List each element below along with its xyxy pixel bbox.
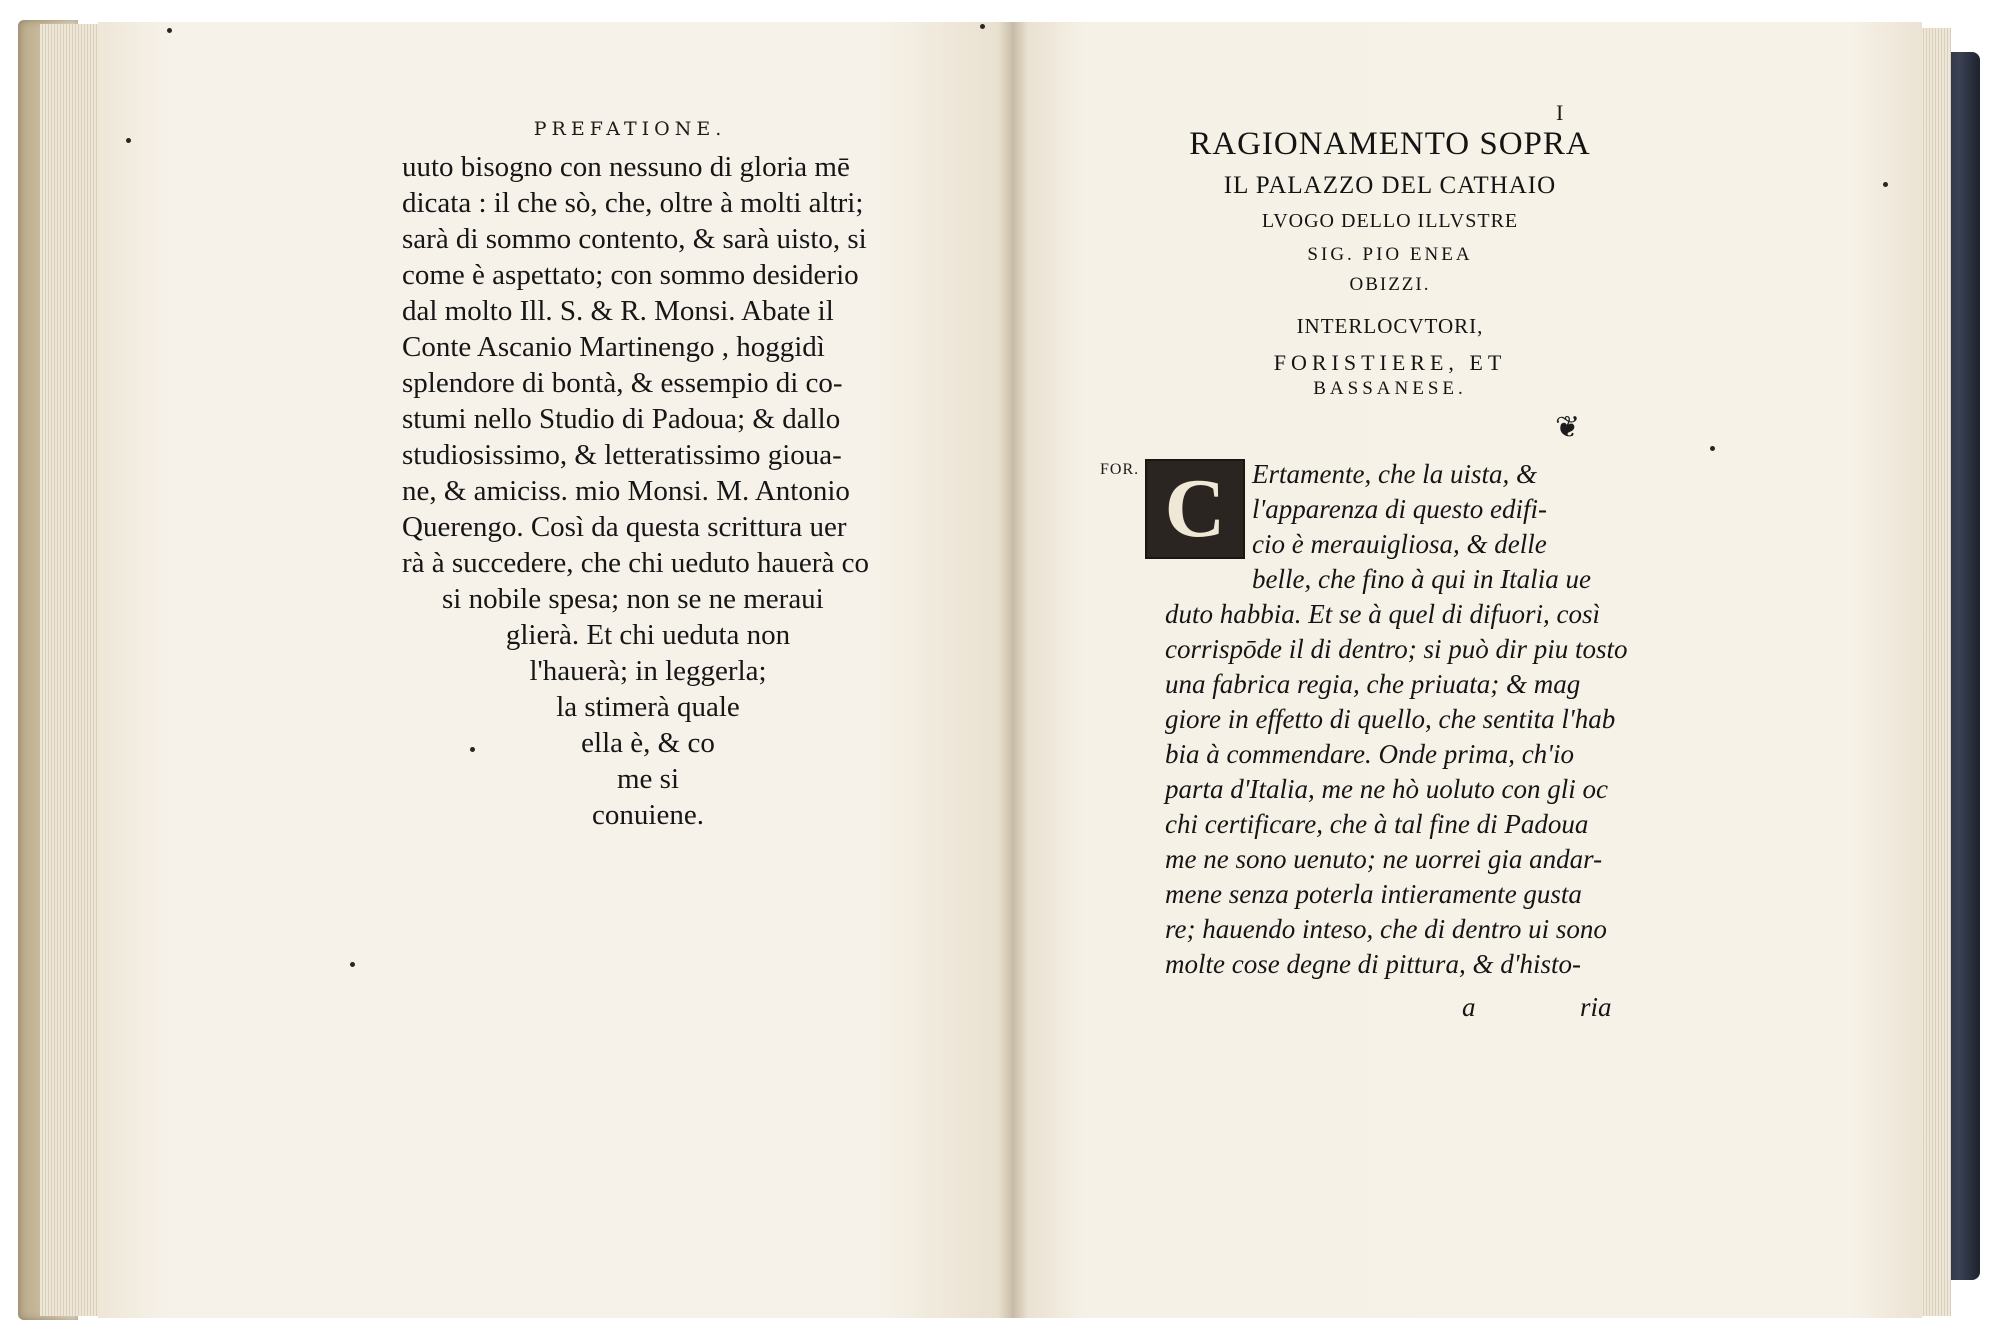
text-line: ne, & amiciss. mio Monsi. M. Antonio	[402, 475, 850, 507]
text-line: duto habbia. Et se à quel di difuori, così	[1165, 599, 1600, 629]
text-line: Querengo. Così da questa scrittura uer	[402, 511, 847, 543]
text-line: dal molto Ill. S. & R. Monsi. Abate il	[402, 295, 834, 327]
text-line: uuto bisogno con nessuno di gloria mē	[402, 151, 850, 183]
text-line: giore in effetto di quello, che sentita l'hab	[1165, 704, 1616, 734]
text-line: l'apparenza di questo edifi-	[1252, 494, 1547, 524]
text-line: rà à succedere, che chi ueduto hauerà co	[402, 547, 869, 579]
text-line: molte cose degne di pittura, & d'histo-	[1165, 949, 1581, 979]
initial-letter: C	[1164, 462, 1226, 555]
text-line: cio è merauigliosa, & delle	[1252, 529, 1547, 559]
speakers-line-1: FORISTIERE, ET	[1273, 350, 1507, 375]
book-gutter	[998, 22, 1028, 1318]
text-line: re; hauendo inteso, che di dentro ui sono	[1165, 914, 1607, 944]
fleuron-ornament: ❦	[1555, 410, 1581, 445]
taper-line: la stimerà quale	[556, 691, 740, 723]
text-line: stumi nello Studio di Padoua; & dallo	[402, 403, 841, 435]
text-line: parta d'Italia, me ne hò uoluto con gli oc	[1165, 774, 1608, 804]
text-line: dicata : il che sò, che, oltre à molti altri;	[402, 187, 864, 219]
text-line: Ertamente, che la uista, &	[1252, 459, 1537, 489]
text-line: belle, che fino à qui in Italia ue	[1252, 564, 1591, 594]
text-line: Conte Ascanio Martinengo , hoggidì	[402, 331, 825, 363]
speaker-tag: FOR.	[1100, 461, 1140, 478]
speakers-line-2: BASSANESE.	[1313, 378, 1467, 399]
title-line-2: IL PALAZZO DEL CATHAIO	[1223, 172, 1557, 199]
interlocutori-heading: INTERLOCVTORI,	[1296, 314, 1484, 338]
text-line: studiosissimo, & letteratissimo gioua-	[402, 439, 842, 471]
text-line: una fabrica regia, che priuata; & mag	[1165, 669, 1581, 699]
taper-line: me si	[616, 763, 680, 795]
text-line: corrispōde il di dentro; si può dir piu tosto	[1165, 634, 1628, 664]
text-line: mene senza poterla intieramente gusta	[1165, 879, 1582, 909]
taper-line: conuiene.	[592, 799, 704, 831]
title-line-1: RAGIONAMENTO SOPRA	[1189, 126, 1591, 162]
text-line: splendore di bontà, & essempio di co-	[402, 367, 843, 399]
title-line-5: OBIZZI.	[1349, 274, 1431, 295]
text-line: bia à commendare. Onde prima, ch'io	[1165, 739, 1574, 769]
title-line-4: SIG. PIO ENEA	[1307, 244, 1473, 265]
catchword: ria	[1580, 992, 1612, 1022]
running-head: PREFATIONE.	[533, 118, 727, 140]
title-line-3: LVOGO DELLO ILLVSTRE	[1261, 210, 1519, 232]
text-line: si nobile spesa; non se ne meraui	[442, 583, 824, 615]
text-line: chi certificare, che à tal fine di Padoua	[1165, 809, 1589, 839]
taper-line: ella è, & co	[581, 727, 715, 759]
text-line: sarà di sommo contento, & sarà uisto, si	[402, 223, 867, 255]
signature-mark: a	[1462, 992, 1476, 1022]
page-number: I	[1556, 100, 1564, 125]
text-line: come è aspettato; con sommo desiderio	[402, 259, 859, 291]
taper-line: glierà. Et chi ueduta non	[505, 619, 791, 651]
text-line: me ne sono uenuto; ne uorrei gia andar-	[1165, 844, 1603, 874]
taper-line: l'hauerà; in leggerla;	[529, 655, 767, 687]
decorated-initial	[1145, 459, 1245, 559]
